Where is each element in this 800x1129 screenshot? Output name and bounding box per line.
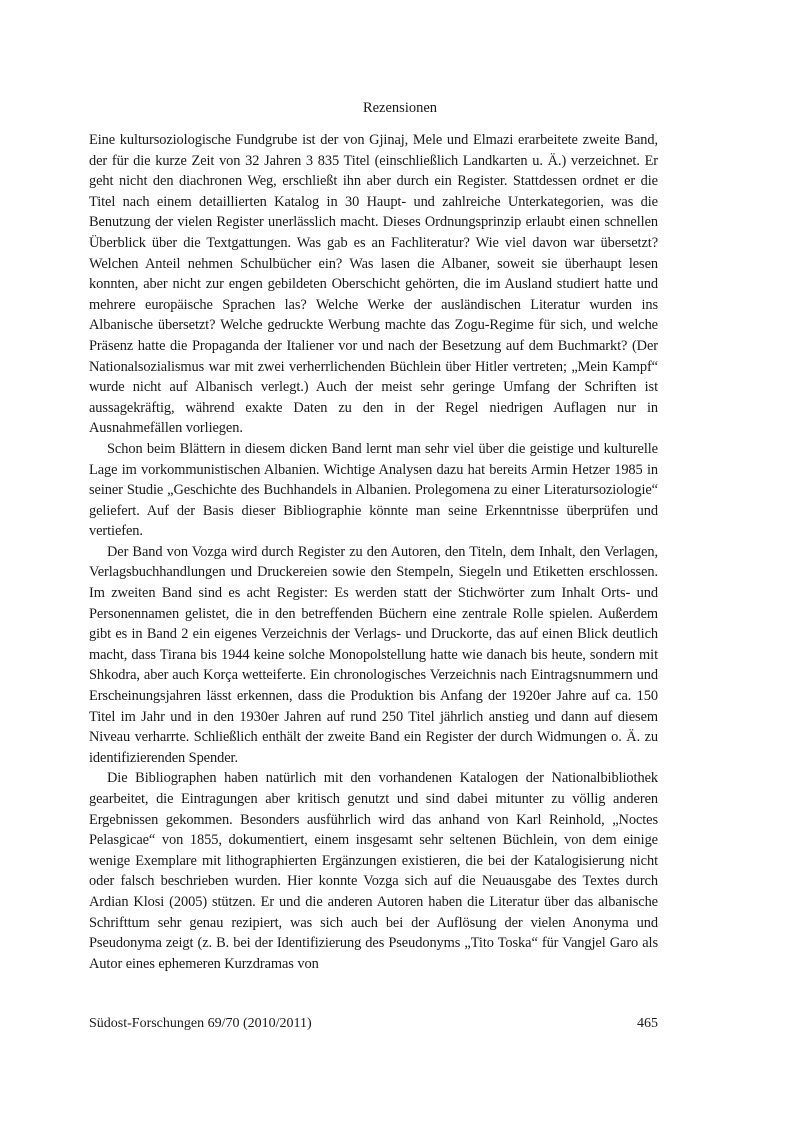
page-number: 465 <box>637 1016 658 1031</box>
paragraph-2: Schon beim Blättern in diesem dicken Band lernt man sehr viel über die geistige und kulturelle Lage im vorkommunistischen Albanien. Wichtige Analysen dazu hat bereits Armin Hetzer 1985 in seiner Studie „Geschichte des Buchhandels in Albanien. Prolegomena zu einer Literatursoziologie“ geliefert. Auf der Basis dieser Bibliographie könnte man seine Erkenntnisse überprüfen und vertiefen. <box>89 440 658 540</box>
paragraph-3: Der Band von Vozga wird durch Register zu den Autoren, den Titeln, dem Inhalt, den Verlagen, Verlagsbuchhandlungen und Druckereien sowie den Stempeln, Siegeln und Etiketten erschlossen. Im zweiten Band sind es acht Register: Es werden statt der Stichwörter zum Inhalt Orts- und Personennamen gelistet, die in den betreffenden Büchern eine zentrale Rolle spielen. Außerdem gibt es in Band 2 ein eigenes Verzeichnis der Verlags- und Druckorte, das auf einen Blick deutlich macht, dass Tirana bis 1944 keine solche Monopolstellung hatte wie danach bis heute, sondern mit Shkodra, aber auch Korça wetteiferte. Ein chronologisches Verzeichnis nach Eintragsnummern und Erscheinungsjahren lässt erkennen, dass die Produktion bis Anfang der 1920er Jahre auf ca. 150 Titel im Jahr und in den 1930er Jahren auf rund 250 Titel jährlich anstieg und dann auf diesem Niveau verharrte. Schließlich enthält der zweite Band ein Register der durch Widmungen o. Ä. zu identifizierenden Spender. <box>89 543 658 766</box>
article-body <box>89 130 658 974</box>
journal-citation: Südost-Forschungen 69/70 (2010/2011) <box>89 1016 312 1031</box>
paragraph-4: Die Bibliographen haben natürlich mit den vorhandenen Katalogen der Nationalbibliothek gearbeitet, die Eintragungen aber kritisch genutzt und sind dabei mitunter zu völlig anderen Ergebnissen gekommen. Besonders ausführlich wird das anhand von Karl Reinhold, „Noctes Pelasgicae“ von 1855, dokumentiert, einem insgesamt sehr seltenen Büchlein, von dem einige wenige Exemplare mit lithographierten Ergänzungen existieren, die bei der Katalogisierung nicht oder falsch beschrieben wurden. Hier konnte Vozga sich auf die Neuausgabe des Textes durch Ardian Klosi (2005) stützen. Er und die anderen Autoren haben die Literatur über das albanische Schrifttum sehr genau rezipiert, was sich auch bei der Auflösung der vielen Anonyma und Pseudonyma zeigt (z. B. bei der Identifizierung des Pseudonyms „Tito Toska“ für Vangjel Garo als Autor eines ephemeren Kurzdramas von <box>89 770 658 972</box>
paragraph-1: Eine kultursoziologische Fundgrube ist der von Gjinaj, Mele und Elmazi erarbeitete zweite Band, der für die kurze Zeit von 32 Jahren 3 835 Titel (einschließlich Landkarten u. Ä.) verzeichnet. Er geht nicht den diachronen Weg, erschließt ihn aber durch ein Register. Stattdessen ordnet er die Titel nach einem detaillierten Katalog in 30 Haupt- und zahlreiche Unterkategorien, was die Benutzung der vielen Register unerlässlich macht. Dieses Ordnungsprinzip erlaubt einen schnellen Überblick über die Textgattungen. Was gab es an Fachliteratur? Wie viel davon war übersetzt? Welchen Anteil nehmen Schulbücher ein? Was lasen die Albaner, soweit sie überhaupt lesen konnten, aber nicht zur engen gebildeten Oberschicht gehörten, die im Ausland studiert hatte und mehrere europäische Sprachen las? Welche Werke der ausländischen Literatur wurden ins Albanische übersetzt? Welche gedruckte Werbung machte das Zogu-Regime für sich, und welche Präsenz hatte die Propaganda der Italiener vor und nach der Besetzung auf dem Buchmarkt? (Der Nationalsozialismus war mit zwei verherrlichenden Büchlein über Hitler vertreten; „Mein Kampf“ wurde nicht auf Albanisch verlegt.) Auch der meist sehr geringe Umfang der Schriften ist aussagekräftig, während exakte Daten zu den in der Regel niedrigen Auflagen nur in Ausnahmefällen vorliegen. <box>89 132 658 437</box>
running-header: Rezensionen <box>362 100 438 116</box>
